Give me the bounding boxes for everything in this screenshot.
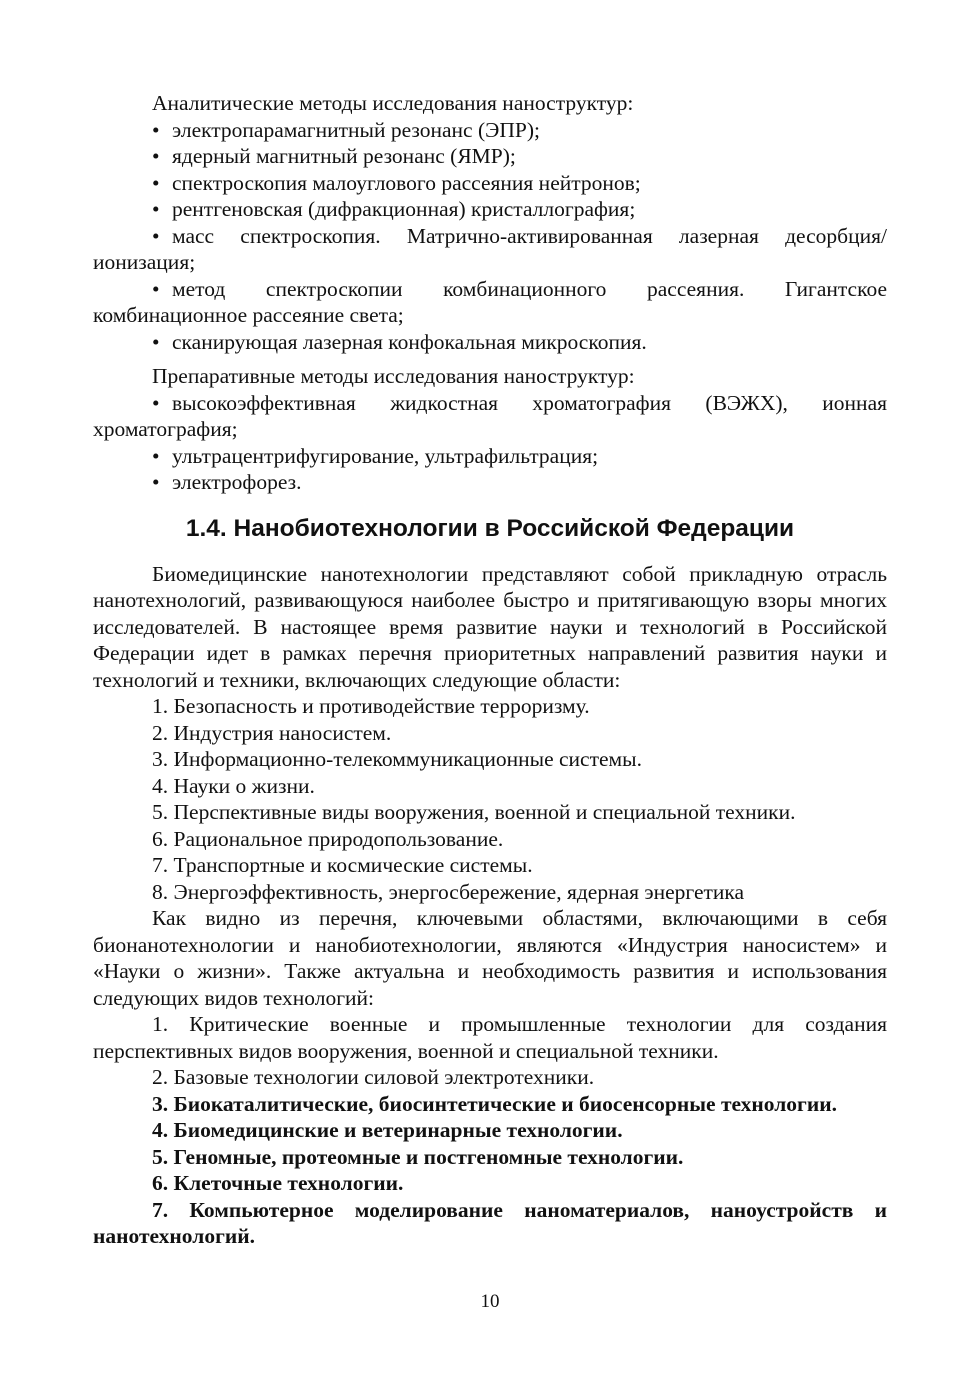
document-page xyxy=(93,90,887,1250)
list-item-bold: 4. Биомедицинские и ветеринарные технологии. xyxy=(152,1118,623,1142)
list-item: 8. Энергоэффективность, энергосбережение, ядерная энергетика xyxy=(152,879,745,904)
bullet-icon: • xyxy=(152,223,160,248)
bullet-icon: • xyxy=(152,144,160,168)
list-item: • масс спектроскопия. Матрично-активированная лазерная десорбция/ионизация; xyxy=(93,223,887,274)
preparative-methods-intro: Препаративные методы исследования наноструктур: xyxy=(152,364,635,388)
bullet-icon: • xyxy=(152,390,160,415)
list-item: • рентгеновская (дифракционная) кристаллография; xyxy=(152,197,636,221)
list-item: 2. Индустрия наносистем. xyxy=(152,720,392,745)
list-item-bold: 6. Клеточные технологии. xyxy=(152,1171,404,1195)
conclusion-paragraph: Как видно из перечня, ключевыми областями, включающими в себя бионанотехнологии и нанобиотехнологии, являются «Индустрия наносистем» и «Науки о жизни». Также актуальна и необходимость развития и использования следующих видов технологий: xyxy=(93,906,887,1010)
list-item: • метод спектроскопии комбинационного рассеяния. Гигантское комбинационное рассеяние света; xyxy=(93,276,887,327)
list-item: • сканирующая лазерная конфокальная микроскопия. xyxy=(152,329,647,354)
section-heading: 1.4. Нанобиотехнологии в Российской Федерации xyxy=(185,514,795,542)
list-item: • высокоэффективная жидкостная хроматография (ВЭЖХ), ионная хроматография; xyxy=(93,390,887,441)
list-item-bold: 5. Геномные, протеомные и постгеномные технологии. xyxy=(152,1144,684,1169)
bullet-icon: • xyxy=(152,276,160,301)
list-item: 1. Безопасность и противодействие терроризму. xyxy=(152,694,590,718)
bullet-icon: • xyxy=(152,170,160,195)
list-item: 6. Рациональное природопользование. xyxy=(152,826,504,851)
list-item: • электрофорез. xyxy=(152,470,302,494)
list-item: • спектроскопия малоуглового рассеяния нейтронов; xyxy=(152,170,641,195)
priority-areas-list xyxy=(93,693,887,905)
list-item-bold: 7. Компьютерное моделирование наноматериалов, наноустройств и нанотехнологий. xyxy=(93,1197,887,1248)
list-item: • ультрацентрифугирование, ультрафильтрация; xyxy=(152,443,599,468)
bullet-icon: • xyxy=(152,117,160,142)
list-item: 5. Перспективные виды вооружения, военной и специальной техники. xyxy=(152,800,796,824)
list-item: 4. Науки о жизни. xyxy=(152,773,315,798)
list-item: 3. Информационно-телекоммуникационные системы. xyxy=(152,747,642,771)
bullet-icon: • xyxy=(152,329,160,354)
page-number: 10 xyxy=(480,1291,500,1312)
list-item: 7. Транспортные и космические системы. xyxy=(152,853,533,877)
bullet-icon: • xyxy=(152,197,160,221)
technologies-list xyxy=(93,1011,887,1250)
list-item-bold: 3. Биокаталитические, биосинтетические и биосенсорные технологии. xyxy=(152,1091,837,1116)
bullet-icon: • xyxy=(152,443,160,468)
analytic-methods-list xyxy=(93,117,887,356)
list-item: • электропарамагнитный резонанс (ЭПР); xyxy=(152,117,540,142)
preparative-methods-list xyxy=(93,390,887,496)
bullet-icon: • xyxy=(152,470,160,494)
list-item: • ядерный магнитный резонанс (ЯМР); xyxy=(152,144,516,168)
analytic-methods-intro: Аналитические методы исследования наноструктур: xyxy=(152,91,634,115)
list-item: 1. Критические военные и промышленные технологии для создания перспективных видов вооружения, военной и специальной техники. xyxy=(93,1012,887,1063)
section-intro-paragraph: Биомедицинские нанотехнологии представляют собой прикладную отрасль нанотехнологий, развивающуюся наиболее быстро и притягивающую взоры многих исследователей. В настоящее время развитие науки и технологий в Российской Федерации идет в рамках перечня приоритетных направлений развития науки и технологий и техники, включающих следующие области: xyxy=(93,561,887,692)
list-item: 2. Базовые технологии силовой электротехники. xyxy=(152,1065,595,1089)
